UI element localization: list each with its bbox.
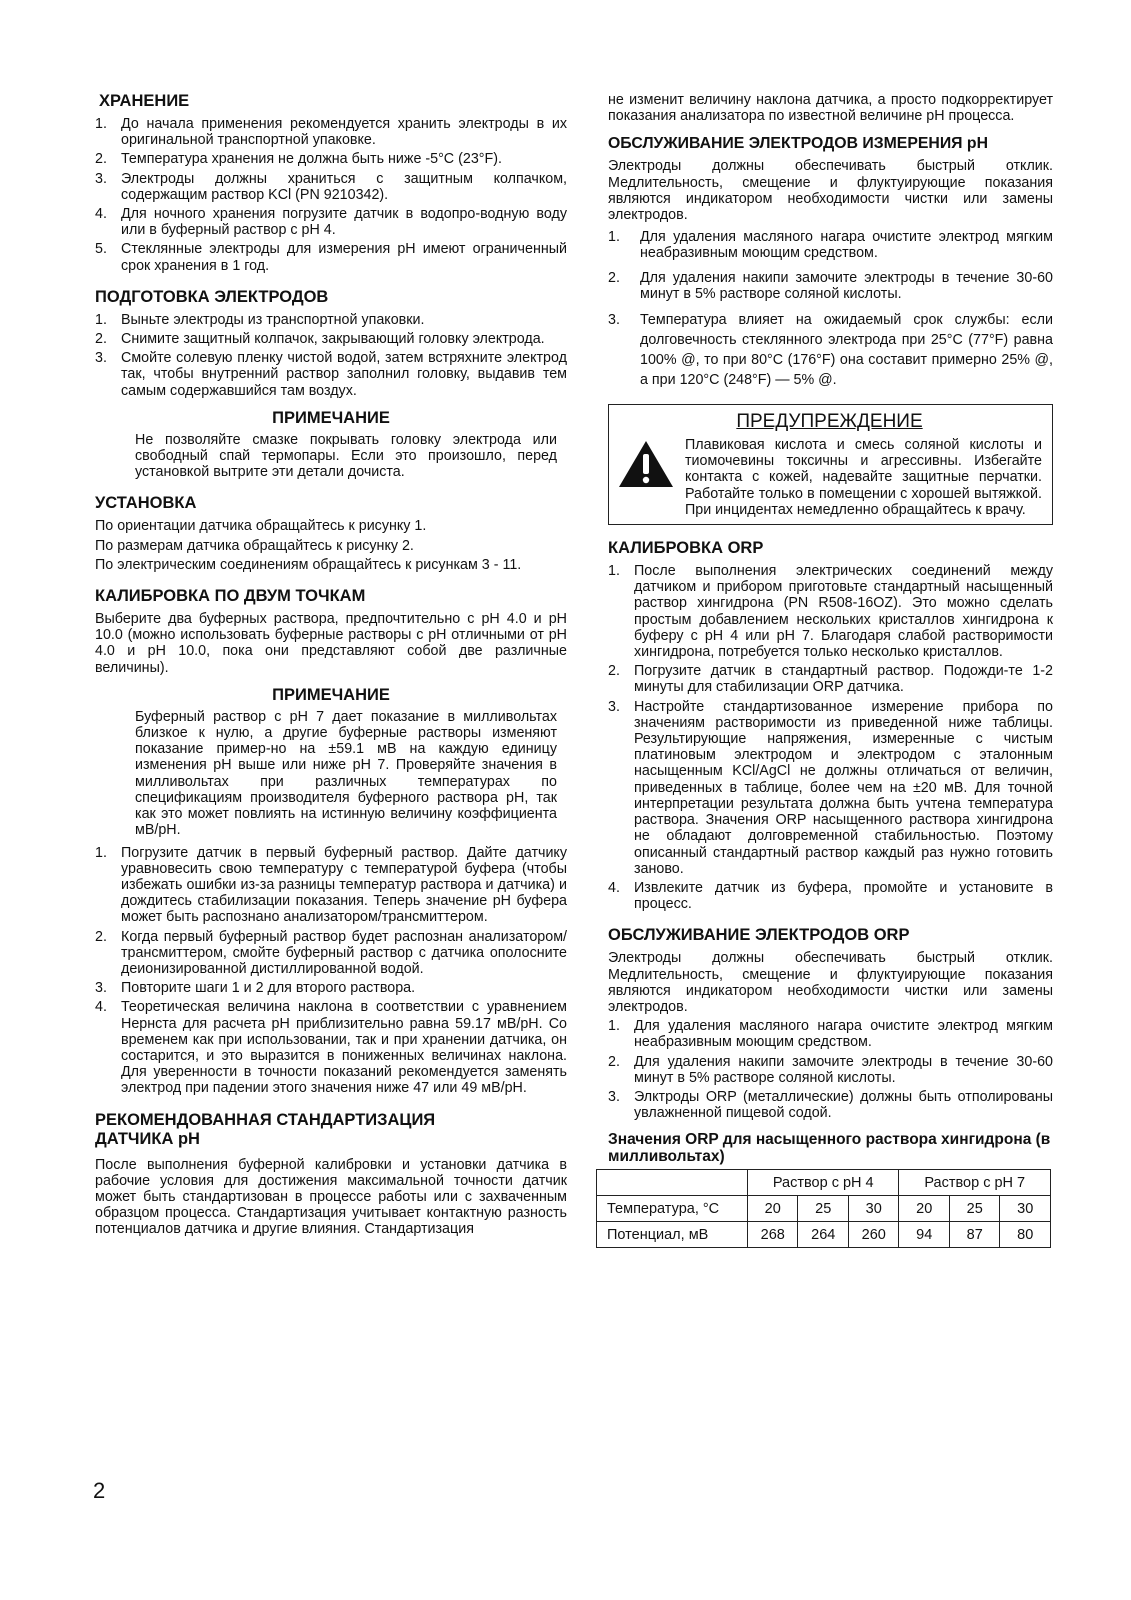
orp-maintenance-section — [608, 926, 1053, 1121]
page-number: 2 — [93, 1478, 106, 1503]
table-row-label: Потенциал, мВ — [597, 1222, 748, 1248]
list-item — [608, 699, 1053, 877]
two-point-heading: КАЛИБРОВКА ПО ДВУМ ТОЧКАМ — [95, 587, 366, 606]
storage-list — [95, 116, 567, 274]
installation-section — [95, 494, 567, 573]
list-item — [95, 929, 567, 978]
list-item — [608, 1054, 1053, 1086]
table-cell: 25 — [949, 1196, 999, 1222]
installation-line: По электрическим соединениям обращайтесь к рисункам 3 - 11. — [95, 556, 522, 573]
two-point-list — [95, 845, 567, 1097]
standardization-heading — [95, 1111, 567, 1149]
item-text: Снимите защитный колпачок, закрывающий головку электрода. — [121, 331, 545, 348]
item-number: 2. — [95, 928, 107, 945]
list-item — [608, 229, 1053, 261]
table-row — [597, 1222, 1051, 1248]
ph-maintenance-intro: Электроды должны обеспечивать быстрый отклик. Медлительность, смещение и флуктуирующие показания являются индикатором необходимости чистки или замены электродов. — [608, 158, 1053, 224]
item-text: Стеклянные электроды для измерения pH имеют ограниченный срок хранения в 1 год. — [121, 241, 567, 274]
item-text: Настройте стандартизованное измерение прибора по значениям растворимости из приведенной ниже таблицы. Результирующие напряжения, измеренные с чистым платиновым электродом и электродом с эталонным насыщенным KCl/AgCl не должны отличаться от величин, приведенных в таблице, более чем на ±20 мВ. Для точной интерпретации результата должна быть учтена температура раствора. Значения ORP насыщенного раствора хингидрона не обладают долговременной стабильностью. Поэтому описанный стандартный раствор каждый раз нужно готовить заново. — [634, 698, 1053, 877]
table-cell: 87 — [949, 1222, 999, 1248]
table-cell: 94 — [899, 1222, 949, 1248]
installation-heading: УСТАНОВКА — [95, 494, 197, 513]
item-text: Температура хранения не должна быть ниже -5°C (23°F). — [121, 151, 502, 168]
preparation-heading: ПОДГОТОВКА ЭЛЕКТРОДОВ — [95, 287, 329, 306]
warning-title: ПРЕДУПРЕЖДЕНИЕ — [736, 411, 923, 433]
preparation-section — [95, 288, 567, 481]
table-cell: 260 — [848, 1222, 899, 1248]
orp-calibration-heading: КАЛИБРОВКА ORP — [608, 539, 764, 558]
item-text: Погрузите датчик в первый буферный раствор. Дайте датчику уравновесить свою температуру с температурой буфера (чтобы избежать ошибки из-за разницы температур раствора и датчика) и дождитесь стабилизации показания. Теперь значение pH буфера может быть распознано анализатором/трансмиттером. — [121, 844, 567, 926]
item-text: Теоретическая величина наклона в соответствии с уравнением Нернста для расчета pH приблизительно равна 59.17 мВ/pH. Со временем как при использовании, так и при хранении датчика, он состарится, и это выразится в пониженных величинах наклона. Для уверенности в точности показаний рекомендуется заменять электрод при падении этого значения ниже 47 или 49 мВ/pH. — [121, 999, 567, 1097]
table-cell: 30 — [1000, 1196, 1051, 1222]
item-number: 1. — [95, 844, 107, 861]
item-text: Для удаления масляного нагара очистите электрод мягким неабразивным моющим средством. — [634, 1018, 1053, 1051]
note-heading: ПРИМЕЧАНИЕ — [272, 408, 390, 427]
item-text: Для удаления накипи замочите электроды в течение 30-60 минут в 5% растворе соляной кислоты. — [640, 269, 1053, 302]
list-item — [95, 331, 567, 347]
item-number: 1. — [95, 311, 107, 328]
item-text: Для удаления масляного нагара очистите электрод мягким неабразивным моющим средством. — [640, 229, 1053, 262]
list-item — [95, 206, 567, 238]
item-text: Когда первый буферный раствор будет распознан анализатором/трансмиттером, смойте буферный раствор с датчика ополосните деионизированной дистиллированной водой. — [121, 928, 567, 977]
item-text: Элктроды ORP (металлические) должны быть отполированы увлажненной пищевой содой. — [634, 1088, 1053, 1122]
item-text: Электроды должны храниться с защитным колпачком, содержащим раствор KCl (PN 9210342). — [121, 170, 567, 203]
list-item — [95, 350, 567, 399]
table-cell: 264 — [798, 1222, 848, 1248]
orp-values-table — [596, 1169, 1051, 1248]
list-item — [608, 310, 1053, 390]
list-item — [95, 151, 567, 167]
table-cell: 30 — [848, 1196, 899, 1222]
item-text: Извлеките датчик из буфера, промойте и установите в процесс. — [634, 879, 1053, 913]
item-number: 1. — [608, 1018, 620, 1035]
table-cell: 80 — [1000, 1222, 1051, 1248]
orp-table-section — [608, 1131, 1053, 1248]
list-item — [608, 270, 1053, 302]
storage-heading: ХРАНЕНИЕ — [99, 92, 190, 110]
item-number: 4. — [608, 879, 620, 896]
two-point-intro: Выберите два буферных раствора, предпочтительно с pH 4.0 и pH 10.0 (можно использовать буферные растворы с pH отличными от pH 4.0 и pH 10.0, пока они представляют собой две различные величины). — [95, 611, 567, 676]
standardization-heading-line2: ДАТЧИКА pH — [95, 1129, 200, 1148]
table-cell: 25 — [798, 1196, 848, 1222]
table-cell: 268 — [748, 1222, 798, 1248]
item-number: 2. — [608, 269, 620, 286]
note-text: Не позволяйте смазке покрывать головку электрода или свободный спай термопары. Если это произошло, перед установкой вытрите эти детали дочиста. — [135, 431, 557, 481]
list-item — [95, 241, 567, 273]
orp-maintenance-intro: Электроды должны обеспечивать быстрый отклик. Медлительность, смещение и флуктуирующие показания являются индикатором необходимости чистки или замены электродов. — [608, 950, 1053, 1015]
orp-table-title: Значения ORP для насыщенного раствора хингидрона (в милливольтах) — [608, 1131, 1051, 1166]
note-heading: ПРИМЕЧАНИЕ — [272, 685, 390, 704]
left-column — [95, 92, 567, 1252]
table-cell: 20 — [899, 1196, 949, 1222]
list-item — [95, 312, 567, 328]
orp-calibration-list — [608, 563, 1053, 912]
item-text: Смойте солевую пленку чистой водой, затем встряхните электрод так, чтобы внутренний раствор заполнил головку, выдавив тем самым содержавшийся там воздух. — [121, 350, 567, 399]
installation-line: По размерам датчика обращайтесь к рисунку 2. — [95, 537, 414, 554]
orp-calibration-section — [608, 539, 1053, 912]
right-column — [608, 92, 1053, 1248]
list-item — [608, 563, 1053, 660]
preparation-list — [95, 312, 567, 399]
item-text: Выньте электроды из транспортной упаковки. — [121, 311, 425, 328]
table-row — [597, 1196, 1051, 1222]
two-point-section — [95, 587, 567, 1096]
table-header-row — [597, 1170, 1051, 1196]
note-text: Буферный раствор с pH 7 дает показание в милливольтах близкое к нулю, а другие буферные растворы изменяют показание пример-но на ±59.1 мВ на каждую единицу изменения pH выше или ниже pH 7. Проверяйте значения в милливольтах при различных температурах по спецификациям производителя буферного раствора pH, так как это может повлиять на истинную величину коэффициента мВ/pH. — [135, 708, 557, 839]
item-number: 2. — [608, 1053, 620, 1070]
table-group-header: Раствор с pH 7 — [899, 1170, 1051, 1196]
standardization-text: После выполнения буферной калибровки и установки датчика в рабочие условия для достижения максимальной точности датчик может быть стандартизован в процессе работы или с захваченным образцом процесса. Стандартизация учитывает контактную разность потенциалов датчика и другие влияния. Стандартизация — [95, 1156, 567, 1238]
orp-maintenance-list — [608, 1018, 1053, 1121]
item-text: Для удаления накипи замочите электроды в течение 30-60 минут в 5% растворе соляной кислоты. — [634, 1053, 1053, 1086]
item-number: 3. — [95, 350, 107, 367]
orp-maintenance-heading: ОБСЛУЖИВАНИЕ ЭЛЕКТРОДОВ ORP — [608, 926, 910, 945]
list-item — [608, 1018, 1053, 1050]
table-corner-cell — [597, 1170, 748, 1196]
item-number: 5. — [95, 241, 107, 258]
list-item — [95, 116, 567, 148]
standardization-heading-line1: РЕКОМЕНДОВАННАЯ СТАНДАРТИЗАЦИЯ — [95, 1110, 436, 1129]
list-item — [608, 663, 1053, 695]
list-item — [95, 999, 567, 1096]
list-item — [95, 171, 567, 203]
list-item — [95, 980, 567, 996]
item-number: 1. — [95, 116, 107, 132]
ph-maintenance-section — [608, 134, 1053, 390]
item-number: 4. — [95, 999, 107, 1016]
item-number: 3. — [608, 312, 620, 329]
warning-box — [608, 404, 1053, 525]
item-text: Повторите шаги 1 и 2 для второго раствора. — [121, 980, 416, 997]
list-item — [95, 845, 567, 926]
warning-triangle-icon — [617, 439, 679, 493]
item-number: 3. — [608, 1088, 620, 1105]
item-number: 2. — [95, 151, 107, 168]
installation-line: По ориентации датчика обращайтесь к рисунку 1. — [95, 518, 427, 535]
item-text: До начала применения рекомендуется хранить электроды в их оригинальной транспортной упаковке. — [121, 116, 567, 149]
list-item — [608, 1089, 1053, 1121]
item-number: 3. — [95, 170, 107, 187]
item-text: Для ночного хранения погрузите датчик в водопро-водную воду или в буферный раствор с pH 4. — [121, 206, 567, 239]
list-item — [608, 880, 1053, 912]
item-number: 1. — [608, 563, 620, 580]
item-text: Температура влияет на ожидаемый срок службы: если долговечность стеклянного электрода при 25°C (77°F) равна 100% @, то при 80°C (176°F) она составит примерно 25% @, а при 120°C (248°F) — 5% @. — [640, 312, 1053, 389]
continuation-text: не изменит величину наклона датчика, а просто подкорректирует показания анализатора по известной величине pH процесса. — [608, 92, 1053, 125]
item-text: После выполнения электрических соединений между датчиком и прибором приготовьте стандартный насыщенный раствор хингидрона (PN R508-16OZ). Это можно сделать простым добавлением нескольких кристаллов хингидрона к буферу с pH 4 или pH 7. Благодаря слабой растворимости хингидрона, потребуется только несколько кристаллов. — [634, 563, 1053, 661]
item-number: 4. — [95, 206, 107, 223]
item-number: 2. — [95, 331, 107, 348]
warning-body — [617, 437, 1042, 518]
storage-section — [95, 92, 567, 274]
item-number: 3. — [95, 980, 107, 997]
item-number: 3. — [608, 698, 620, 715]
item-text: Погрузите датчик в стандартный раствор. Подожди-те 1-2 минуты для стабилизации ORP датчика. — [634, 663, 1053, 696]
item-number: 1. — [608, 229, 620, 246]
warning-text: Плавиковая кислота и смесь соляной кислоты и тиомочевины токсичны и агрессивны. Избегайте контакта с кожей, надевайте защитные перчатки. Работайте только в помещении с хорошей вытяжкой. При инцидентах немедленно обращайтесь к врачу. — [685, 437, 1042, 518]
table-group-header: Раствор с pH 4 — [748, 1170, 899, 1196]
item-number: 2. — [608, 663, 620, 680]
standardization-section — [95, 1111, 567, 1238]
table-cell: 20 — [748, 1196, 798, 1222]
table-row-label: Температура, °C — [597, 1196, 748, 1222]
ph-maintenance-heading: ОБСЛУЖИВАНИЕ ЭЛЕКТРОДОВ ИЗМЕРЕНИЯ pH — [608, 135, 988, 153]
ph-maintenance-list — [608, 229, 1053, 390]
